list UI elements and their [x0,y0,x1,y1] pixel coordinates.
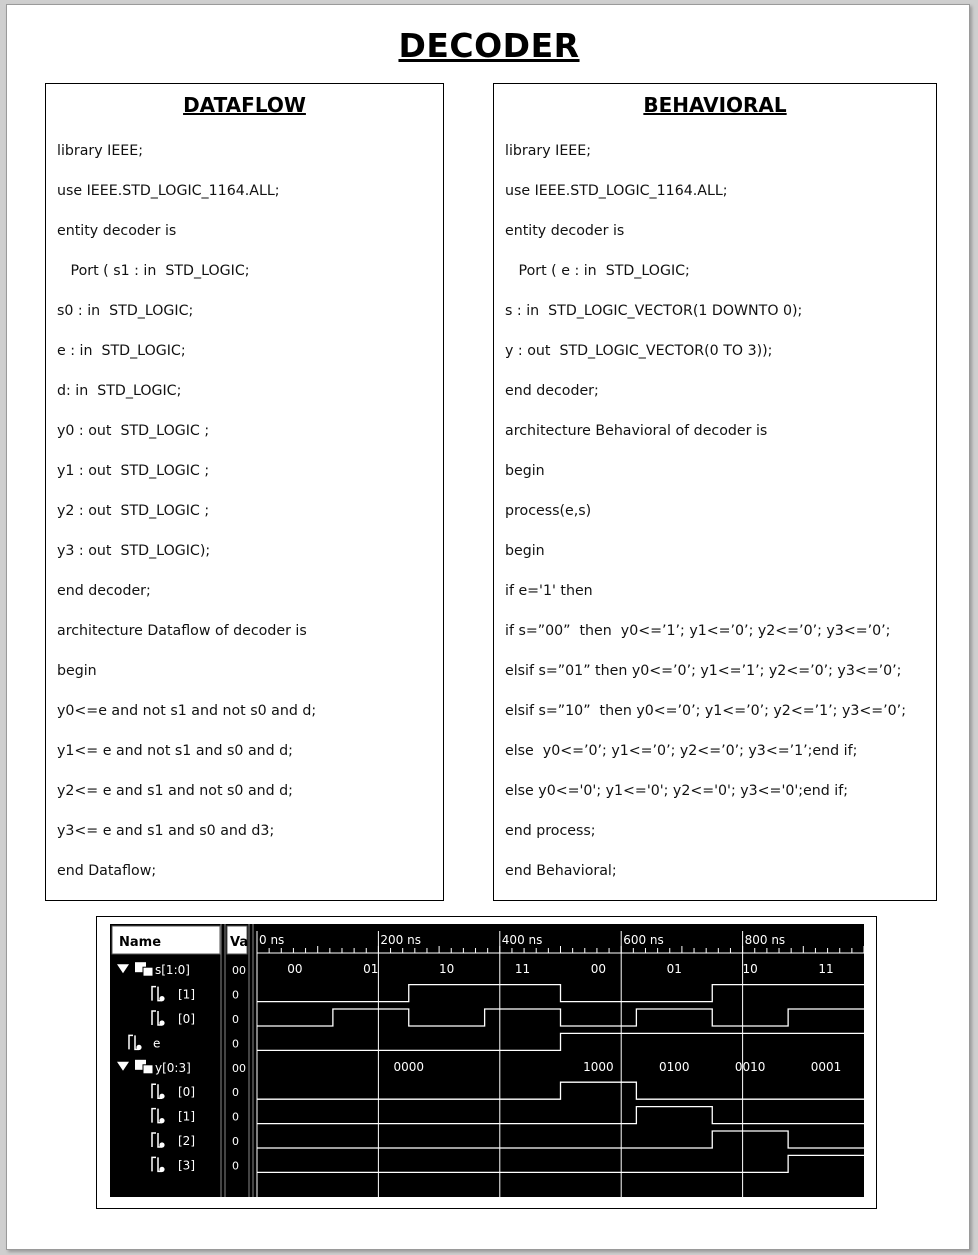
code-line: end Dataflow; [57,863,157,879]
code-line: entity decoder is [57,223,177,239]
dataflow-heading: DATAFLOW [183,93,306,117]
name-header-label: Name [119,935,162,950]
signal-value: 0 [232,988,239,1002]
bus-icon-part [143,1065,153,1074]
dataflow-code-box [45,83,444,901]
signal-name: [3] [178,1158,195,1173]
code-line: s0 : in STD_LOGIC; [57,303,194,319]
signal-value: 0 [232,1013,239,1026]
signal-name: s[1:0] [155,963,190,978]
time-label: 0 ns [259,933,285,947]
page-title: DECODER [398,26,580,65]
signal-bit-icon-dot [159,1142,164,1147]
simulation-waveform [96,916,877,1209]
code-line: e : in STD_LOGIC; [57,343,186,359]
code-line: use IEEE.STD_LOGIC_1164.ALL; [505,183,728,199]
code-line: begin [57,663,97,679]
code-line: d: in STD_LOGIC; [57,383,182,399]
code-line: if e='1' then [505,583,593,599]
signal-value: 00 [232,964,246,978]
bus-segment-value: 0001 [810,1059,842,1074]
bus-segment-value: 0100 [659,1059,690,1074]
code-line: architecture Dataflow of decoder is [57,623,307,639]
code-line: y1<= e and not s1 and s0 and d; [57,743,293,759]
signal-name: e [153,1036,161,1051]
bus-segment-value: 01 [666,962,682,977]
code-line: s : in STD_LOGIC_VECTOR(1 DOWNTO 0); [505,303,803,319]
signal-name: y[0:3] [155,1060,191,1075]
time-label: 400 ns [501,933,543,947]
signal-value: 0 [232,1037,239,1051]
code-line: end decoder; [57,583,151,599]
code-line: begin [505,463,545,479]
bus-segment-value: 11 [818,962,834,977]
code-line: Port ( e : in STD_LOGIC; [505,263,690,279]
code-line: use IEEE.STD_LOGIC_1164.ALL; [57,183,280,199]
bus-segment-value: 10 [742,962,758,977]
code-line: architecture Behavioral of decoder is [505,423,768,439]
code-line: elsif s=”10” then y0<=’0’; y1<=’0’; y2<=’1’; y3<=’0’; [505,703,906,719]
bus-segment-value: 00 [590,962,607,977]
signal-bit-icon-dot [159,1167,164,1172]
value-header-label: Va [230,935,249,950]
bus-icon-part [143,967,153,976]
signal-name: [1] [178,987,195,1002]
signal-name: [2] [178,1134,195,1148]
time-label: 800 ns [744,933,786,947]
waveform-canvas [97,917,876,1208]
signal-value: 0 [232,1159,239,1173]
code-line: y2 : out STD_LOGIC ; [57,503,210,519]
signal-value: 00 [232,1061,246,1075]
bus-segment-value: 11 [514,962,531,977]
bus-segment-value: 0010 [734,1059,766,1074]
signal-name: [0] [178,1085,195,1100]
code-line: library IEEE; [57,143,144,159]
code-line: y3<= e and s1 and s0 and d3; [57,823,275,839]
signal-value: 0 [232,1135,239,1148]
behavioral-heading: BEHAVIORAL [643,93,787,117]
bus-segment-value: 01 [363,962,379,977]
behavioral-code-box [493,83,937,901]
code-line: y0 : out STD_LOGIC ; [57,423,210,439]
time-label: 200 ns [380,933,421,947]
code-line: entity decoder is [505,223,625,239]
signal-name: [0] [178,1012,195,1026]
code-line: else y0<=’0’; y1<=’0’; y2<=’0’; y3<=’1’;end if; [505,743,858,759]
bus-segment-value: 1000 [583,1059,614,1074]
signal-value: 0 [232,1086,239,1100]
code-line: Port ( s1 : in STD_LOGIC; [57,263,250,279]
code-line: y0<=e and not s1 and not s0 and d; [57,703,317,719]
code-line: library IEEE; [505,143,592,159]
code-line: else y0<='0'; y1<='0'; y2<='0'; y3<='0';end if; [505,783,849,799]
signal-value: 0 [232,1110,239,1124]
code-line: end process; [505,823,596,839]
code-line: y3 : out STD_LOGIC); [57,543,211,559]
code-line: if s=”00” then y0<=’1’; y1<=’0’; y2<=’0’; y3<=’0’; [505,623,891,639]
signal-bit-icon-dot [159,1118,164,1123]
bus-segment-value: 00 [287,962,303,977]
dataflow-code [57,142,316,902]
code-line: elsif s=”01” then y0<=’0’; y1<=’1’; y2<=’0’; y3<=’0’; [505,663,902,679]
code-line: end Behavioral; [505,863,617,879]
code-line: y2<= e and s1 and not s0 and d; [57,783,293,799]
signal-bit-icon-dot [159,996,164,1001]
signal-bit-icon-dot [136,1045,141,1050]
behavioral-code [505,142,906,902]
code-line: end decoder; [505,383,599,399]
code-line: y : out STD_LOGIC_VECTOR(0 TO 3)); [505,343,773,359]
time-label: 600 ns [623,933,664,947]
signal-bit-icon-dot [159,1020,164,1025]
code-line: y1 : out STD_LOGIC ; [57,463,210,479]
code-line: process(e,s) [505,503,592,519]
signal-bit-icon-dot [159,1094,164,1099]
bus-segment-value: 10 [439,962,455,977]
signal-name: [1] [178,1109,195,1124]
bus-segment-value: 0000 [393,1059,425,1074]
code-line: begin [505,543,545,559]
